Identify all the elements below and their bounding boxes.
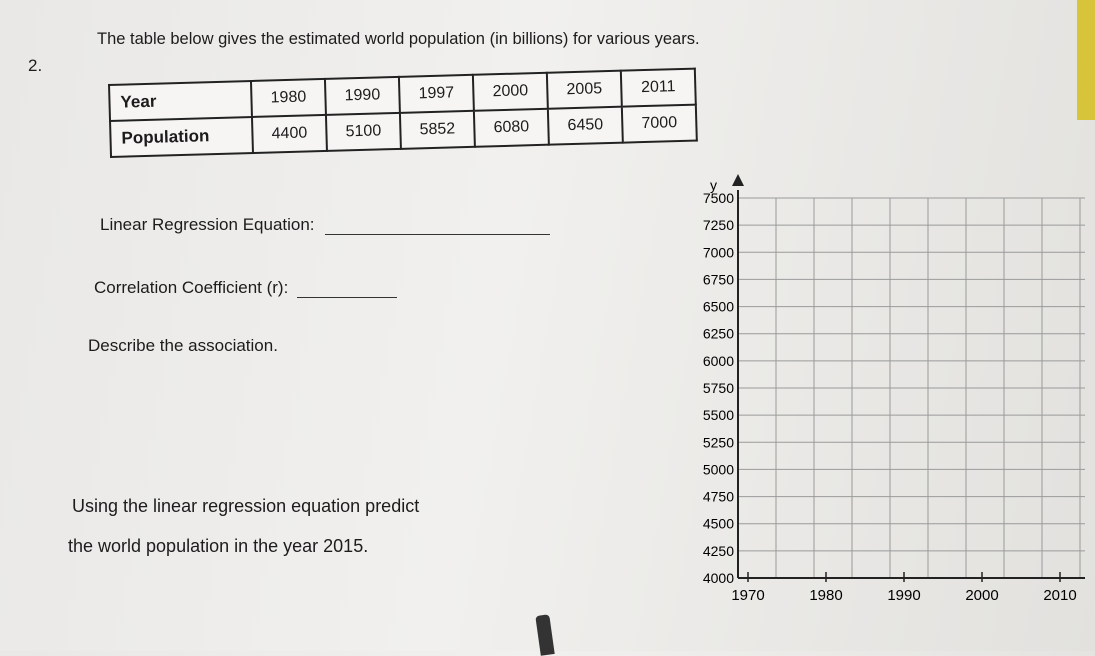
population-cell: 5852 [400,111,475,149]
predict-prompt-line1: Using the linear regression equation predict [72,496,420,516]
x-tick-label: 2010 [1043,587,1077,604]
row-header-year: Year [109,81,252,121]
y-tick-label: 5500 [702,407,734,424]
y-tick-label: 6750 [702,271,734,288]
population-cell: 6080 [474,109,549,147]
population-cell: 4400 [252,115,327,153]
y-tick-label: 5000 [702,461,734,478]
y-tick-label: 4750 [702,488,734,505]
population-cell: 7000 [622,105,697,143]
y-tick-label: 4500 [702,515,734,532]
y-axis-arrow [732,174,744,186]
y-tick-label: 7250 [702,217,734,234]
x-tick-labels [731,587,1076,604]
y-tick-label: 5750 [702,380,734,396]
x-tick-label: 1970 [731,587,765,604]
regression-label: Linear Regression Equation: [100,215,315,234]
correlation-label: Correlation Coefficient (r): [94,278,289,297]
y-tick-labels [703,190,734,586]
year-cell: 1990 [325,77,400,115]
y-tick-label: 4000 [702,570,734,586]
population-cell: 5100 [326,113,401,151]
y-tick-label: 7000 [702,244,734,261]
year-cell: 2000 [473,73,548,111]
y-tick-label: 5250 [702,434,734,451]
question-prompt: The table below gives the estimated world population (in billions) for various years. [97,30,700,48]
graph-grid [738,198,1085,582]
year-cell: 1980 [251,79,326,117]
y-tick-label: 7500 [702,190,734,206]
x-tick-label: 1990 [887,587,921,604]
y-tick-label: 6000 [702,352,734,369]
x-tick-label: 2000 [965,587,999,604]
y-tick-label: 6500 [702,298,734,315]
x-tick-label: 1980 [809,587,843,604]
y-axis-label: y [710,177,717,193]
year-cell: 1997 [399,75,474,113]
year-cell: 2011 [621,69,696,107]
predict-prompt-line2: the world population in the year 2015. [68,536,369,556]
question-number: 2. [28,56,43,75]
describe-prompt: Describe the association. [88,336,278,355]
year-cell: 2005 [547,71,622,109]
row-header-population: Population [110,117,253,157]
population-cell: 6450 [548,107,623,145]
y-tick-label: 6250 [702,325,734,342]
y-tick-label: 4250 [702,542,734,559]
